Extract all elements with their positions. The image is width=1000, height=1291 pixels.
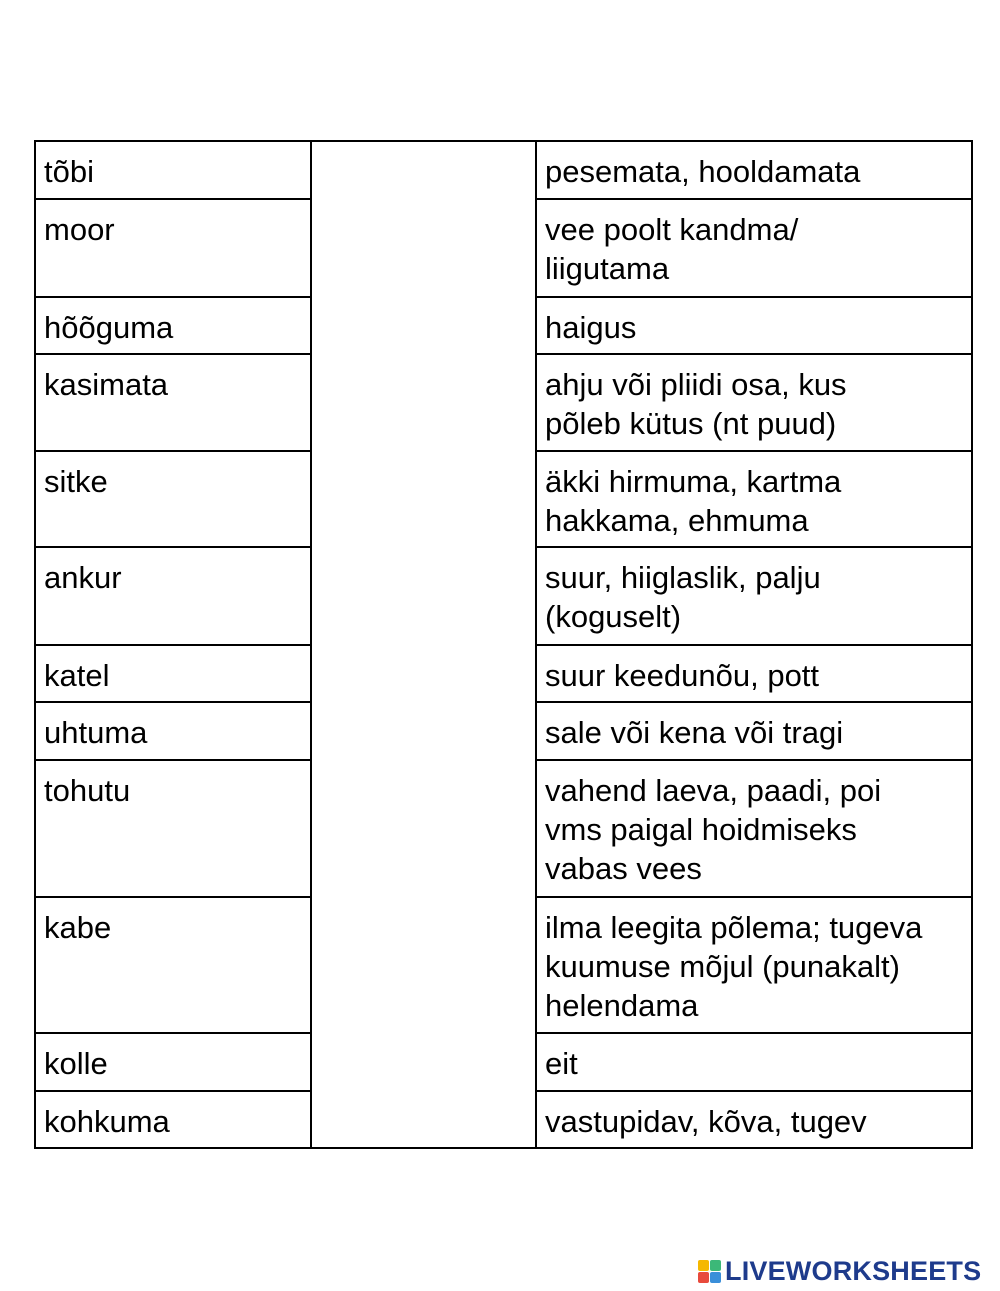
- logo-square-i: [710, 1260, 721, 1271]
- row-divider-left: [36, 644, 312, 646]
- word-cell-3: hõõguma: [44, 310, 174, 345]
- column-divider-right: [535, 142, 537, 1147]
- definition-cell-11: eit: [545, 1046, 578, 1081]
- definition-cell-8: sale või kena või tragi: [545, 715, 844, 750]
- definition-cell-6: suur, hiiglaslik, palju (koguselt): [545, 560, 821, 634]
- definition-cell-2: vee poolt kandma/ liigutama: [545, 212, 799, 286]
- matching-worksheet-table: [34, 140, 973, 1149]
- logo-square-v: [698, 1272, 709, 1283]
- brand-wordmark: LIVEWORKSHEETS: [725, 1256, 982, 1286]
- row-divider-right: [536, 353, 973, 355]
- definition-cell-7: suur keedunõu, pott: [545, 658, 820, 693]
- definition-cell-5: äkki hirmuma, kartma hakkama, ehmuma: [545, 464, 842, 538]
- row-divider-left: [36, 701, 312, 703]
- logo-square-l: [698, 1260, 709, 1271]
- word-cell-8: uhtuma: [44, 715, 148, 750]
- row-divider-right: [536, 198, 973, 200]
- row-divider-right: [536, 701, 973, 703]
- row-divider-left: [36, 198, 312, 200]
- word-cell-1: tõbi: [44, 154, 94, 189]
- word-cell-4: kasimata: [44, 367, 169, 402]
- row-divider-left: [36, 546, 312, 548]
- row-divider-left: [36, 353, 312, 355]
- definition-cell-10: ilma leegita põlema; tugeva kuumuse mõjul (punakalt) helendama: [545, 910, 923, 1023]
- row-divider-left: [36, 450, 312, 452]
- row-divider-left: [36, 296, 312, 298]
- row-divider-right: [536, 644, 973, 646]
- row-divider-left: [36, 1090, 312, 1092]
- column-divider-left: [310, 142, 312, 1147]
- word-cell-9: tohutu: [44, 773, 131, 808]
- row-divider-right: [536, 450, 973, 452]
- word-cell-10: kabe: [44, 910, 112, 945]
- word-cell-6: ankur: [44, 560, 122, 595]
- row-divider-right: [536, 296, 973, 298]
- word-cell-7: katel: [44, 658, 110, 693]
- row-divider-left: [36, 896, 312, 898]
- definition-cell-3: haigus: [545, 310, 637, 345]
- definition-cell-12: vastupidav, kõva, tugev: [545, 1104, 867, 1139]
- word-cell-11: kolle: [44, 1046, 108, 1081]
- row-divider-right: [536, 896, 973, 898]
- word-cell-5: sitke: [44, 464, 108, 499]
- definition-cell-4: ahju või pliidi osa, kus põleb kütus (nt puud): [545, 367, 847, 441]
- definition-cell-1: pesemata, hooldamata: [545, 154, 861, 189]
- row-divider-right: [536, 546, 973, 548]
- word-cell-2: moor: [44, 212, 115, 247]
- row-divider-right: [536, 1032, 973, 1034]
- word-cell-12: kohkuma: [44, 1104, 170, 1139]
- logo-square-e: [710, 1272, 721, 1283]
- liveworksheets-logo-icon: [698, 1260, 721, 1283]
- row-divider-left: [36, 759, 312, 761]
- row-divider-right: [536, 759, 973, 761]
- row-divider-left: [36, 1032, 312, 1034]
- definition-cell-9: vahend laeva, paadi, poi vms paigal hoidmiseks vabas vees: [545, 773, 882, 886]
- row-divider-right: [536, 1090, 973, 1092]
- liveworksheets-brand: [698, 1256, 981, 1286]
